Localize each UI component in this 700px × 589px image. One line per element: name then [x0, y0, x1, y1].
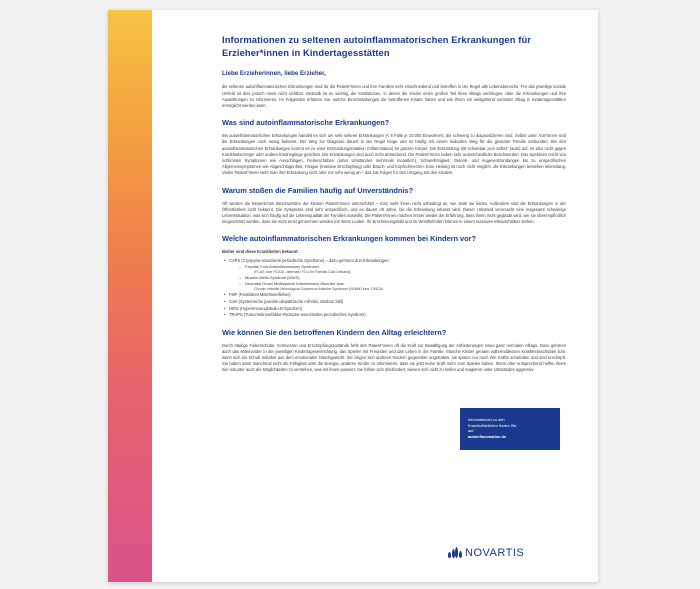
- callout-line-2: Krankheitsbildern finden Sie: [468, 422, 517, 428]
- list-item: Chronic Infantile Neurological Cutaneous Articular Syndrome (NOMID bzw. CINCA): [254, 286, 383, 291]
- disease-label: CAPS (Cryopyrin-assoziierte periodische Syndrome) – dazu gehören drei Erkrankungen:: [229, 257, 390, 263]
- list-item: • HIDS (Hyperimmunglobulin-D-Syndrom): [222, 306, 566, 312]
- callout-line-1: Informationen zu den: [468, 417, 505, 422]
- page-title: Informationen zu seltenen autoinflammatorischen Erkrankungen für Erzieher*innen in Kindertagesstätten: [222, 34, 532, 58]
- document-sheet: [108, 10, 598, 582]
- list-item: • TRAPS (Tumornekrosefaktor-Rezeptor-assoziiertes periodisches Syndrom): [222, 312, 566, 318]
- section-was-sind: [222, 118, 566, 176]
- section-erkrankungen-liste: [222, 234, 566, 318]
- section-2-paragraph: Oft werden die körperlichen Beschwerden der kleinen Patient*innen unterschätzt – man sieht ihnen nicht unbedingt an, wie stark sie leiden. Außerdem sind die Erkrankungen in der Öffentlichkeit nicht bekannt. Die Symptome sind sehr unspezifisch, und es dauert oft Jahre, bis die Erkrankung erkannt wird. Dieser Umstand verursacht eine insgesamt schwierige Lebenssituation, was sich häufig auf die Lebensqualität der Familien auswirkt. Die Patient*innen machen immer wieder die Erfahrung, dass ihnen nicht geglaubt wird, wie sie überempfindlich eingeschätzt werden, dass sie nicht ernst genommen werden mit ihrem Leiden. Ihr Erscheinungsbild und ihr Wohlbefinden können in einem massiven Missverhältnis stehen.: [222, 200, 566, 225]
- intro-paragraph: die seltenen autoinflammatorischen Erkrankungen sind für die Patient*innen und ihre Familien sehr einschneidend und betreffen in der Regel alle Lebensbereiche. Für das jeweilige soziale Umfeld ist dies jedoch meist nicht sichtbar. Deshalb ist es wichtig, die Institutionen, in denen die Kinder einen großen Teil ihres Alltags verbringen, über die Erkrankungen und ihre Auswirkungen zu informieren. Im Folgenden erfahren Sie, welche Einschränkungen die betroffenen Kinder haben und wie ihnen ein weitgehend normaler Alltag in Kindertagesstätten ermöglicht werden kann.: [222, 84, 566, 109]
- disease-list: [222, 258, 566, 319]
- section-4-paragraph: Durch häufige Fieberschübe, Schmerzen und Erschöpfungszustände fehlt den Patient*innen oft die Kraft zur Bewältigung der Anforderungen eines ganz normalen Alltags. Dazu gehören auch das Miteinander in der jeweiligen Kindertageseinrichtung, das Spielen mit Freunden und das Leben in der Familie. Manche Kinder geraten währenddessen Krankheitsschüben bzw. wenn sich ein Schub anbahnt aus dem emotionalen Gleichgewicht. Sie zeigen sich anderen Kindern gegenüber ungehalten, sie spüren nur noch ihre Kräfte schwinden und sind erschöpft. Sie haben dann manchmal nicht die Fähigkeit oder die Energie, anderen Kinder zu informieren, dass sie jetzt keine Kraft mehr zum Spielen haben. Ihrem Alter entsprechend helfen ihnen hier mitunter auch die Möglichkeiten zu verstehen, was mit ihnen passiert. Sie fühlen sich überfordert, wiesen sich nicht zu helfen und reagieren unter Umständen aggressiv.: [222, 342, 566, 373]
- disease-sub-label: Neonatal Onset Multisystem Inflammatory Disorder bzw.: [245, 280, 345, 286]
- info-callout-box[interactable]: [460, 408, 560, 450]
- document-content: [222, 34, 566, 383]
- list-item: • SJIA (Systemische juvenile idiopathische Arthritis, Morbus Still): [222, 299, 566, 305]
- disease-sublist: [229, 264, 566, 292]
- disease-sub-label: Muckle-Wells-Syndrom (MWS): [245, 275, 300, 281]
- section-alltag: [222, 328, 566, 374]
- callout-url-link[interactable]: autoinflammation.de: [468, 433, 507, 439]
- novartis-logo: [448, 546, 524, 559]
- decorative-gradient-bar: [108, 10, 152, 582]
- section-unverstaendnis: [222, 186, 566, 226]
- list-item: • FMF (Familiäres Mittelmeerfieber): [222, 292, 566, 298]
- disease-subsublist: [245, 287, 566, 292]
- callout-line-3: auf: [468, 428, 474, 434]
- novartis-flame-icon: [448, 546, 461, 559]
- disease-sub-label: Familial Cold Autoinflammatory Syndrome: [245, 264, 320, 270]
- section-1-paragraph: Bei autoinflammatorischen Erkrankungen handelt es sich um sehr seltene Erkrankungen (< 5 Fälle je 10.000 Einwohner), die schwerig zu diagnostizieren sind. Selbst unter Ärzt*innen sind die Erkrankungen noch wenig bekannt. Der Weg zur Diagnose dauert in der Regel lange und ist häufig mit einem leidvollen Weg für die gesamte Familie verbunden. Bei den autoinflammatorischen Erkrankungen kommt es zu einer Entzündungsreaktion (Inflammation) im ganzen Körper. Die Entzündung tritt scheinbar „von selbst“ (auto) auf, ist also nicht gegen Krankheitserreger oder andere Eindringlinge gerichtet. Die Erkrankungen sind auch nicht ansteckend. Die Patient*innen haben sehr unterschiedliche Beschwerden. Das Spektrum reicht von schlimsten Symptomen wie Ausschlägen, Fieberschüben (unter Umständen mehrmals monatlich), Schwerhörigkeit, Gelenk- und Augenentzündungen bis zu unspezifischen Allgemeinsymptomen wie Abgeschlagenheit, Fatigue (massive Erschöpfung) oder Bauch- und Kopfschmerzen. Eine Heilung ist noch nicht möglich, die Erkrankungen bestehen lebenslang. Vielen Patient*innen sieht man ihre Erkrankung nicht oder nur sehr wenig an – das hat Folgen für den Umgang mit den Kindern.: [222, 133, 566, 176]
- section-heading-1: Was sind autoinflammatorische Erkrankungen?: [222, 118, 390, 128]
- disease-list-label: Bisher sind diese Krankheiten bekannt:: [222, 249, 299, 255]
- section-heading-2: Warum stoßen die Familien häufig auf Unverständnis?: [222, 185, 414, 195]
- salutation: Liebe Erzieherinnen, liebe Erzieher,: [222, 70, 326, 77]
- list-item: [239, 264, 566, 275]
- novartis-wordmark: NOVARTIS: [465, 546, 525, 559]
- list-item: [222, 258, 566, 292]
- section-heading-4: Wie können Sie den betroffenen Kindern den Alltag erleichtern?: [222, 327, 447, 337]
- list-item: [239, 281, 566, 292]
- list-item: (FCAS oder FCAS1, alternativ FCU für Familial Cold Urticaria): [254, 269, 351, 274]
- section-heading-3: Welche autoinflammatorischen Erkrankungen kommen bei Kindern vor?: [222, 234, 477, 244]
